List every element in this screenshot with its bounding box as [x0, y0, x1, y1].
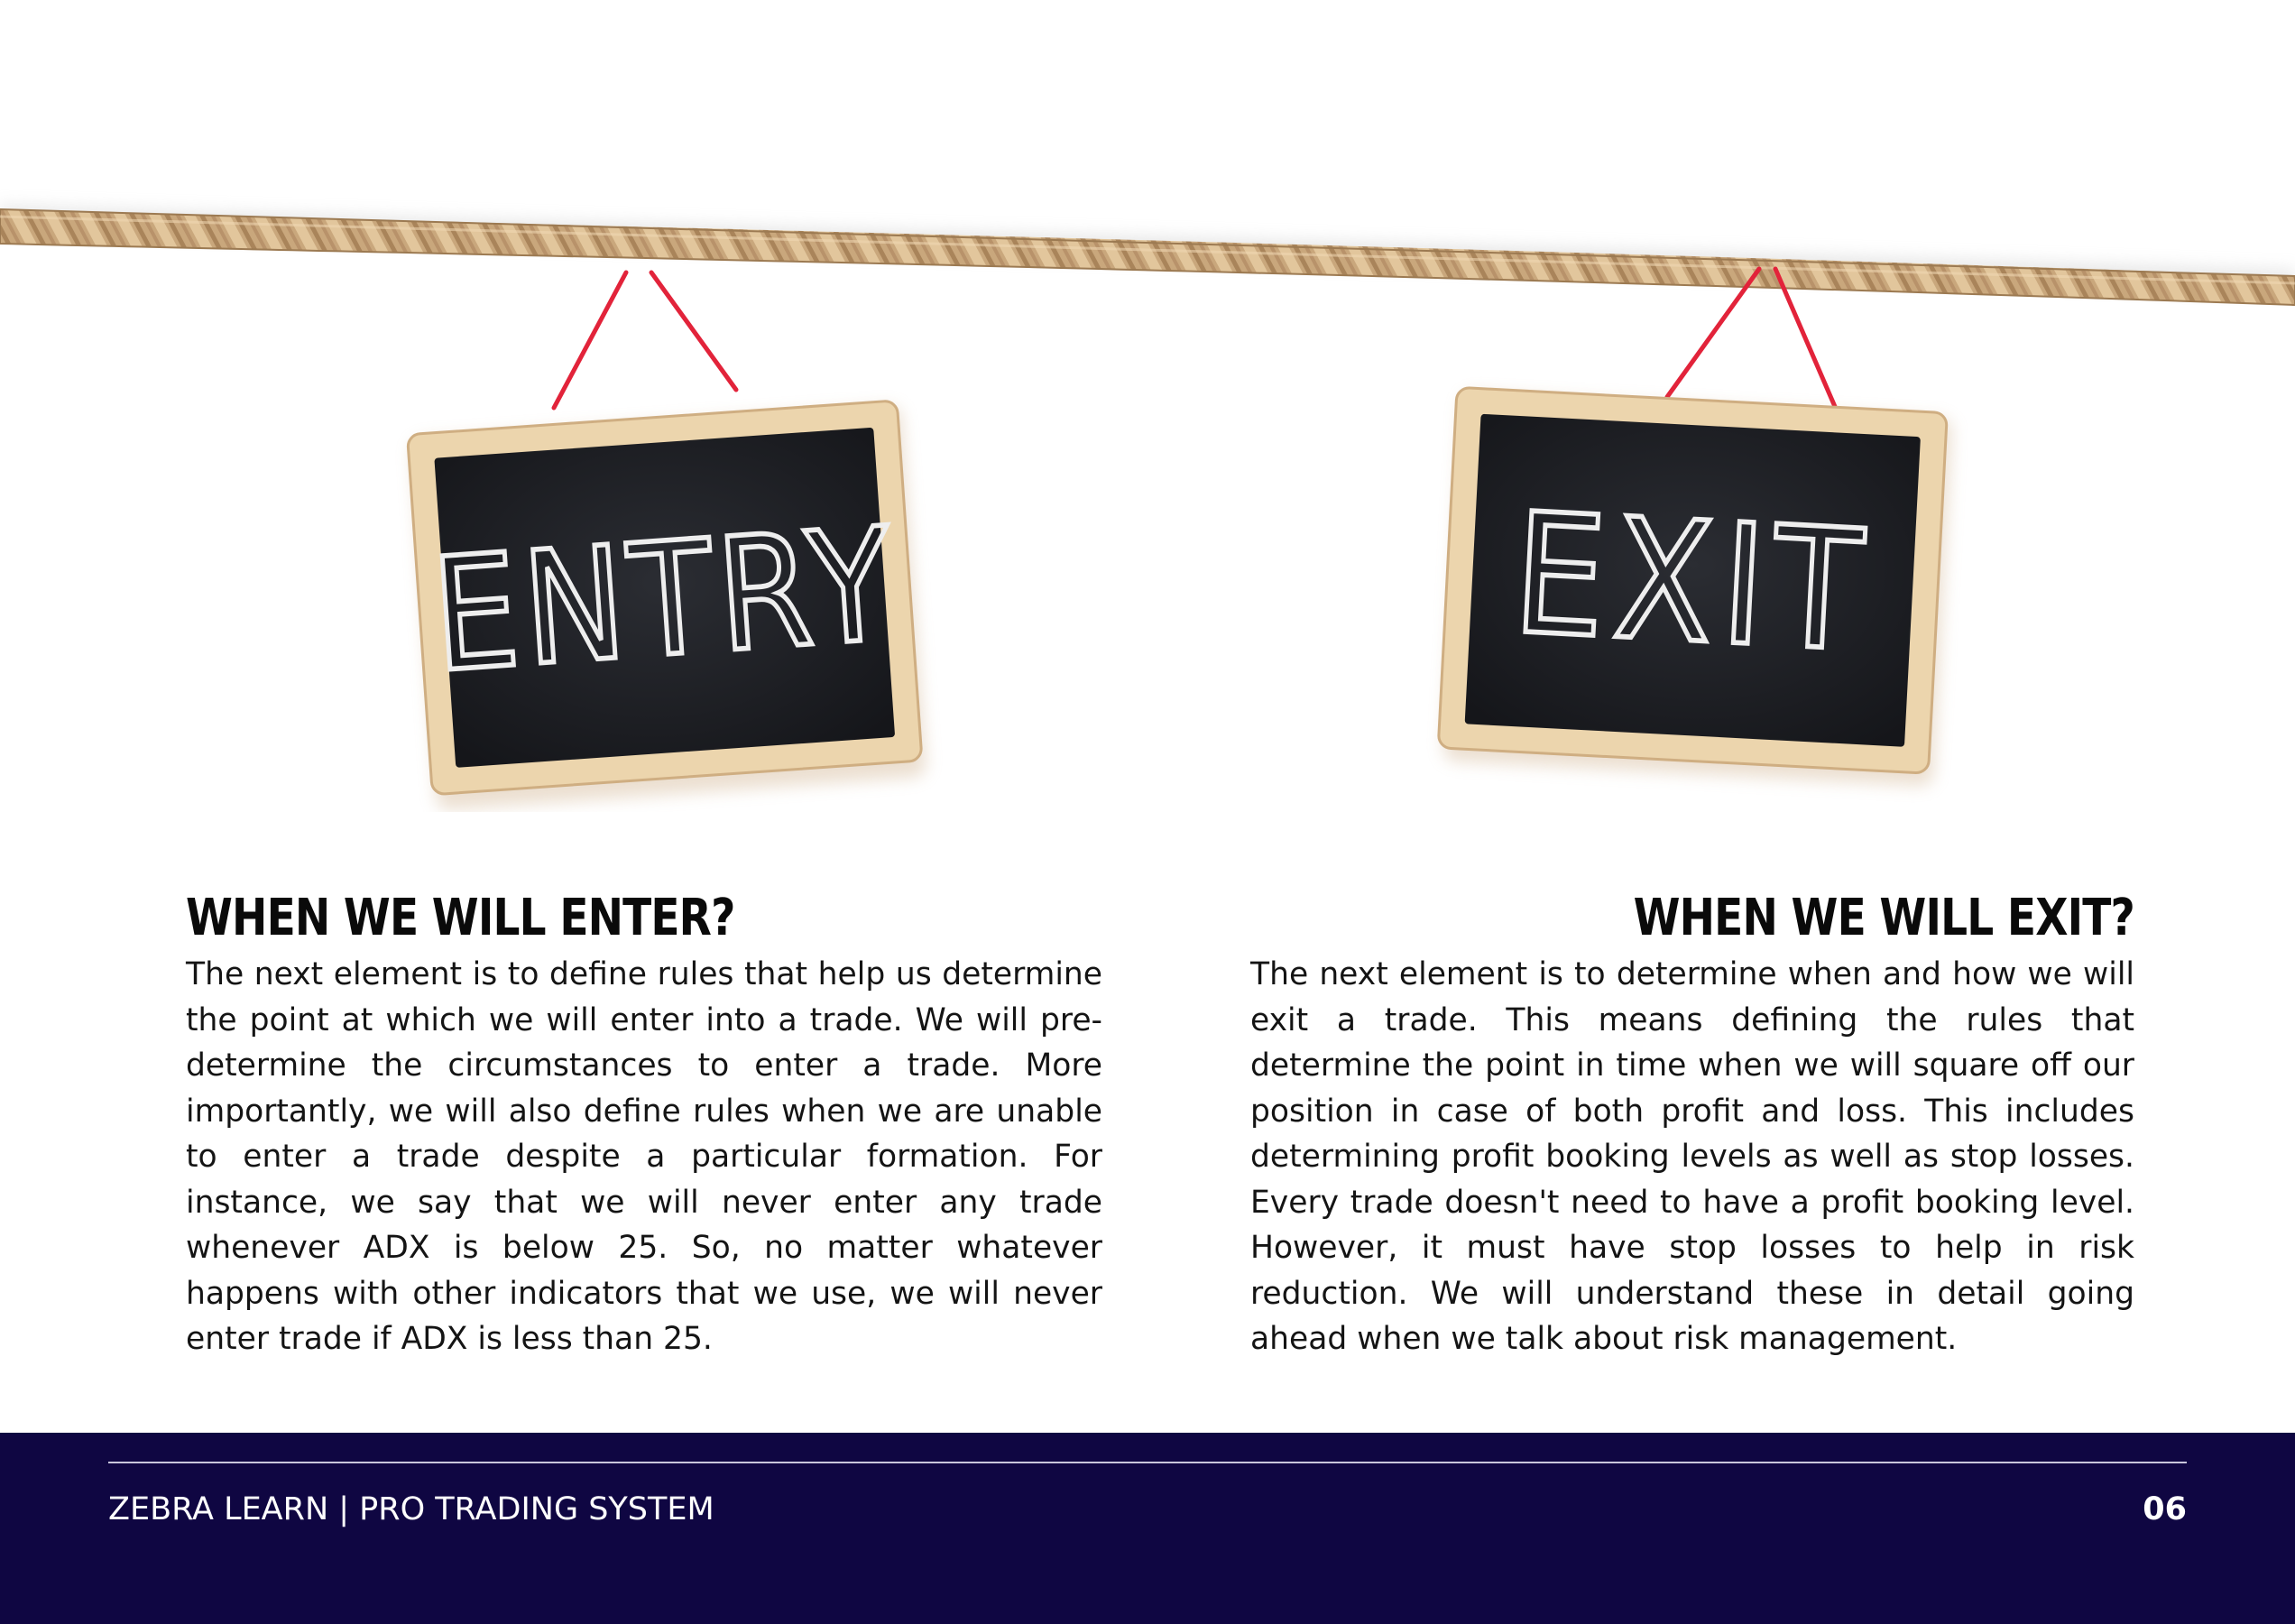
- footer-divider: [108, 1462, 2187, 1463]
- exit-sign: [1437, 269, 1952, 787]
- footer-title: ZEBRA LEARN | PRO TRADING SYSTEM: [108, 1491, 714, 1527]
- exit-heading: WHEN WE WILL EXIT?: [1633, 889, 2134, 947]
- rope: [0, 209, 2295, 305]
- hanging-string: [554, 272, 736, 408]
- page-footer: [0, 1433, 2295, 1624]
- page-number: 06: [2143, 1491, 2187, 1527]
- enter-section: [186, 889, 1102, 1362]
- exit-section: [1250, 889, 2134, 1362]
- sign-label-exit: EXIT: [1508, 476, 1876, 689]
- exit-body: The next element is to determine when and how we will exit a trade. This means defining the rules that determine the point in time when we will square off our position in case of both profit and loss. This includes determining profit booking levels as well as stop losses. Every trade doesn't need to have a profit booking level. However, it must have stop losses to help in risk reduction. We will understand these in detail going ahead when we talk about risk management.: [1250, 956, 2134, 1357]
- entry-sign: [407, 272, 926, 811]
- enter-heading: WHEN WE WILL ENTER?: [186, 889, 735, 947]
- enter-body: The next element is to define rules that help us determine the point at which we will enter into a trade. We will pre-determine the circumstances to enter a trade. More importantly, we will also define rules when we are unable to enter a trade despite a particular formation. For instance, we say that we will never enter any trade whenever ADX is below 25. So, no matter whatever happens with other indicators that we use, we will never enter trade if ADX is less than 25.: [186, 956, 1102, 1357]
- hanging-string: [1667, 269, 1839, 415]
- sign-label-entry: ENTRY: [427, 494, 903, 708]
